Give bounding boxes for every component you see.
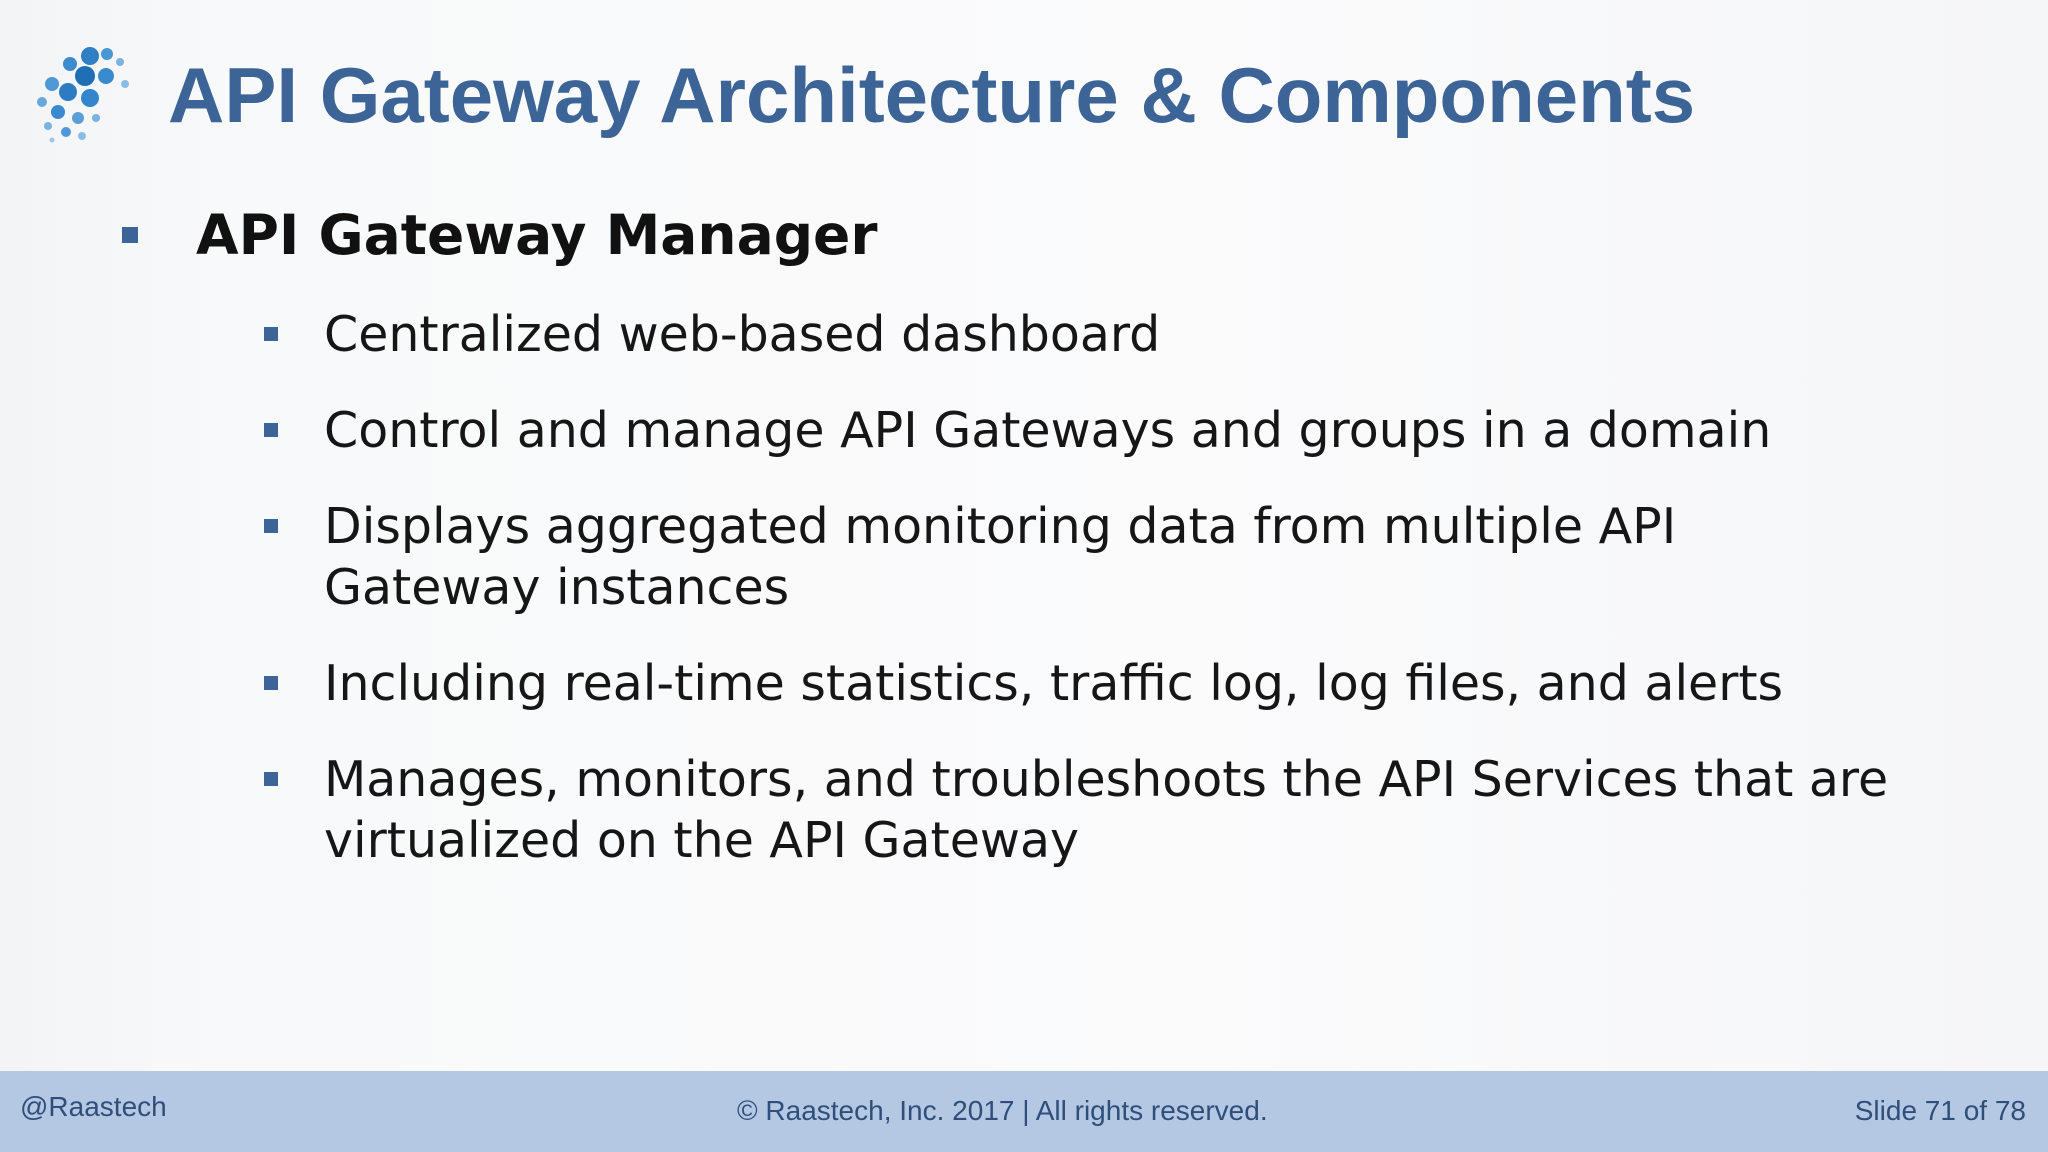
list-item — [264, 496, 1824, 618]
section-heading-text: API Gateway Manager — [196, 203, 878, 267]
slide-title: API Gateway Architecture & Components — [168, 51, 1696, 139]
square-bullet-icon — [264, 519, 278, 533]
square-bullet-icon — [264, 423, 278, 437]
list-item-text: Displays aggregated monitoring data from multiple API Gateway instances — [324, 498, 1677, 616]
slide-number: Slide 71 of 78 — [1854, 1095, 2026, 1126]
square-bullet-icon — [122, 227, 138, 243]
list-item — [264, 653, 1984, 714]
list-item-text: Control and manage API Gateways and groups in a domain — [324, 402, 1772, 459]
square-bullet-icon — [264, 772, 278, 786]
list-item — [264, 400, 1984, 461]
footer-bar — [0, 1071, 2048, 1152]
section-heading — [122, 198, 877, 272]
list-item — [264, 749, 1974, 871]
square-bullet-icon — [264, 327, 278, 341]
dotted-globe-icon — [30, 40, 140, 150]
square-bullet-icon — [264, 676, 278, 690]
footer-handle: @Raastech — [20, 1091, 167, 1122]
footer-copyright: © Raastech, Inc. 2017 | All rights reserved. — [737, 1095, 1268, 1126]
list-item-text: Centralized web-based dashboard — [324, 306, 1161, 363]
list-item-text: Including real-time statistics, traffic log, log files, and alerts — [324, 655, 1784, 712]
list-item — [264, 304, 1984, 365]
list-item-text: Manages, monitors, and troubleshoots the API Services that are virtualized on the API Gateway — [324, 751, 1889, 869]
